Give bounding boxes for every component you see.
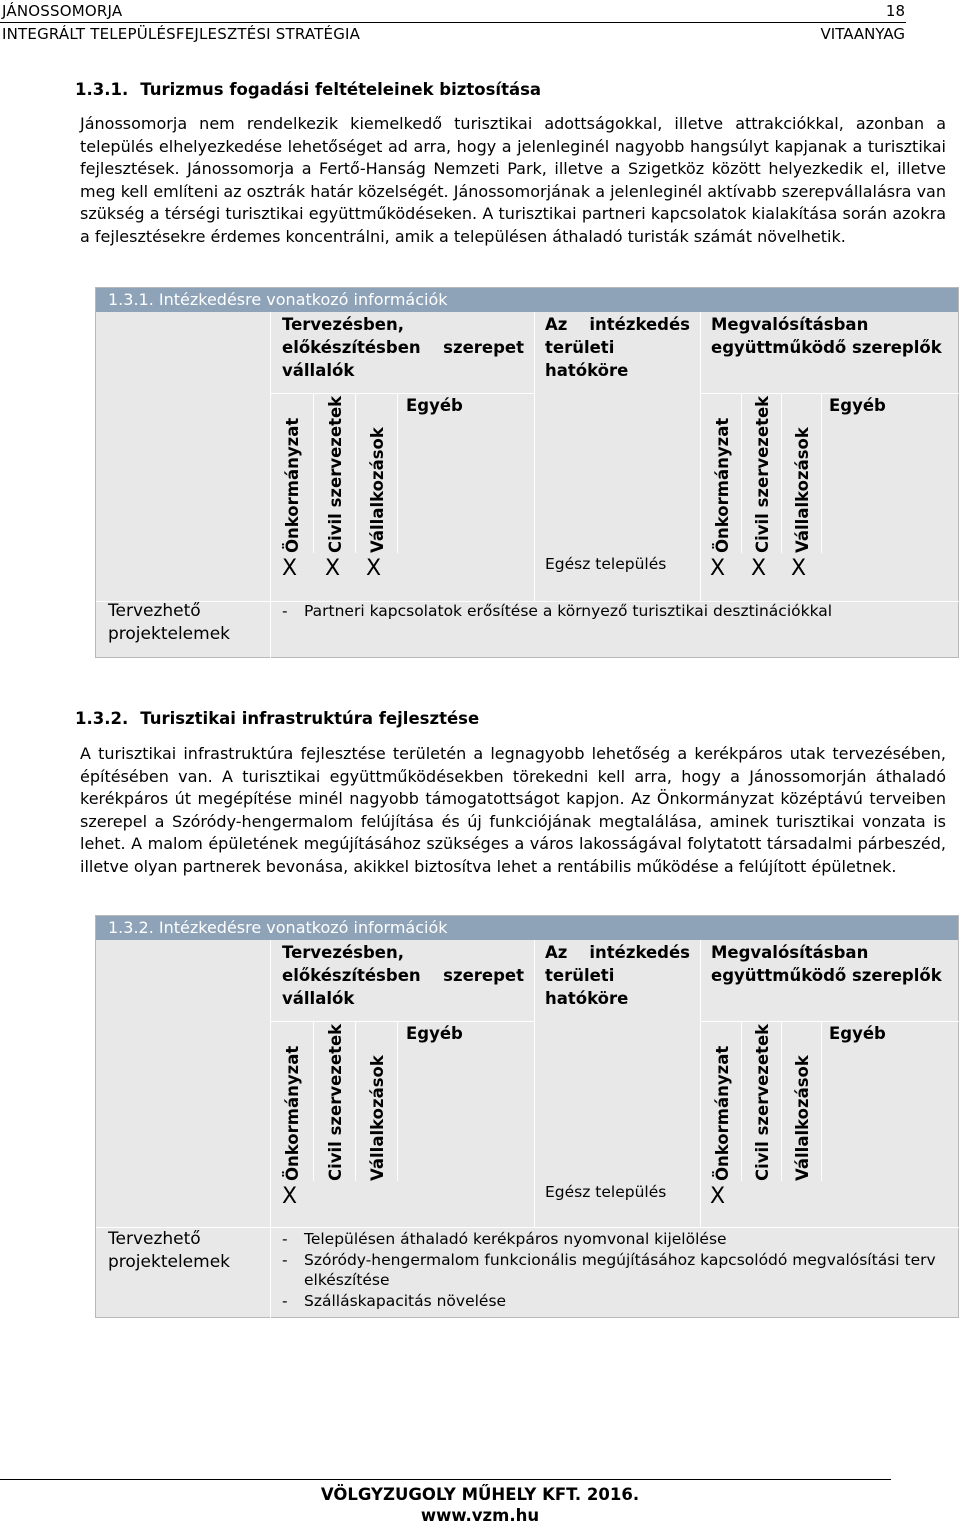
impl-mark: X [751, 556, 767, 581]
section-title: Turisztikai infrastruktúra fejlesztése [140, 709, 480, 728]
scope-header: Az intézkedés területi hatóköre [545, 943, 690, 1008]
column-civil: Civil szervezetek [753, 395, 772, 553]
section-heading-2 [75, 709, 479, 728]
footer-website: www.vzm.hu [420, 1506, 540, 1525]
column-onkormanyzat: Önkormányzat [283, 417, 302, 553]
project-list [280, 1229, 950, 1311]
footer-divider [0, 1479, 891, 1480]
plan-mark: X [325, 556, 341, 581]
measure-table-1 [95, 287, 959, 658]
table-title: 1.3.2. Intézkedésre vonatkozó információk [108, 918, 448, 937]
section-title: Turizmus fogadási feltételeinek biztosítása [140, 80, 542, 99]
column-onkormanyzat: Önkormányzat [713, 417, 732, 553]
table-title: 1.3.1. Intézkedésre vonatkozó információk [108, 290, 448, 309]
section-number: 1.3.2. [75, 709, 129, 728]
planning-header: Tervezésben, előkészítésben szerepet vállalók [282, 315, 524, 380]
column-vallalkozasok: Vállalkozások [368, 1055, 387, 1181]
column-civil: Civil szervezetek [326, 1023, 345, 1181]
projects-label: Tervezhető projektelemek [108, 601, 231, 644]
header-title: JÁNOSSOMORJA [2, 2, 123, 20]
column-civil: Civil szervezetek [326, 395, 345, 553]
column-vallalkozasok: Vállalkozások [793, 427, 812, 553]
implementation-header: Megvalósításban együttműködő szereplők [711, 315, 942, 357]
column-egyeb: Egyéb [829, 396, 886, 415]
column-onkormanyzat: Önkormányzat [283, 1045, 302, 1181]
impl-mark: X [710, 556, 726, 581]
header-status: VITAANYAG [820, 25, 905, 43]
section-heading-1 [75, 80, 541, 99]
section-number: 1.3.1. [75, 80, 129, 99]
implementation-header: Megvalósításban együttműködő szereplők [711, 943, 942, 985]
plan-mark: X [366, 556, 382, 581]
table-title-bar [96, 288, 958, 312]
table-title-bar [96, 916, 958, 940]
header-subtitle: INTEGRÁLT TELEPÜLÉSFEJLESZTÉSI STRATÉGIA [2, 25, 361, 43]
scope-value: Egész település [545, 555, 667, 573]
list-item: - Településen áthaladó kerékpáros nyomvonal kijelölése [280, 1229, 950, 1250]
column-onkormanyzat: Önkormányzat [713, 1045, 732, 1181]
column-egyeb: Egyéb [406, 396, 463, 415]
planning-header: Tervezésben, előkészítésben szerepet vállalók [282, 943, 524, 1008]
project-list [280, 601, 950, 622]
header-divider [0, 22, 906, 23]
column-civil: Civil szervezetek [753, 1023, 772, 1181]
scope-header: Az intézkedés területi hatóköre [545, 315, 690, 380]
list-item: - Szálláskapacitás növelése [280, 1291, 950, 1312]
footer-company: VÖLGYZUGOLY MŰHELY KFT. 2016. [320, 1485, 640, 1504]
column-vallalkozasok: Vállalkozások [368, 427, 387, 553]
measure-table-2 [95, 915, 959, 1318]
impl-mark: X [791, 556, 807, 581]
list-item: - Szóródy-hengermalom funkcionális megújításához kapcsolódó megvalósítási terv elkészítése [280, 1250, 950, 1291]
column-vallalkozasok: Vállalkozások [793, 1055, 812, 1181]
impl-mark: X [710, 1184, 726, 1209]
plan-mark: X [282, 556, 298, 581]
column-egyeb: Egyéb [829, 1024, 886, 1043]
list-item: - Partneri kapcsolatok erősítése a környező turisztikai desztinációkkal [280, 601, 950, 622]
column-egyeb: Egyéb [406, 1024, 463, 1043]
page-number: 18 [885, 2, 905, 20]
plan-mark: X [282, 1184, 298, 1209]
section-paragraph-2: A turisztikai infrastruktúra fejlesztése területén a legnagyobb lehetőség a kerékpáros utak tervezésében, építésében van. A turisztikai együttműködésekben törekedni kell arra, hogy a Jánossomorján áthaladó kerékpáros út megépítése minél nagyobb támogatottságot kapjon. Az Önkormányzat középtávú terveiben szerepel a Szóródy-hengermalom felújítása és új funkciójának megtalálása, aminek turisztikai vonzata is lehet. A malom épületének megújításához szükséges a város lakosságával folytatott társadalmi párbeszéd, illetve olyan partnerek bevonása, akikkel biztosítva lehet a rentábilis működése a felújított épületnek. [80, 744, 946, 876]
projects-label: Tervezhető projektelemek [108, 1229, 231, 1272]
scope-value: Egész település [545, 1183, 667, 1201]
section-paragraph-1: Jánossomorja nem rendelkezik kiemelkedő turisztikai adottságokkal, illetve attrakciókkal, azonban a település elhelyezkedése lehetőséget ad arra, hogy a jelenleginél nagyobb hangsúlyt kapjanak a turisztikai fejlesztések. Jánossomorja a Fertő-Hanság Nemzeti Park, illetve a Szigetköz között helyezkedik el, illetve meg kell említeni az osztrák határ közelségét. Jánossomorjának a jelenleginél aktívabb szerepvállalásra van szükség a térségi turisztikai együttműködéseken. A turisztikai partneri kapcsolatok kialakítása során azokra a fejlesztésekre érdemes koncentrálni, amik a településen áthaladó turisták számát növelhetik. [80, 114, 946, 246]
